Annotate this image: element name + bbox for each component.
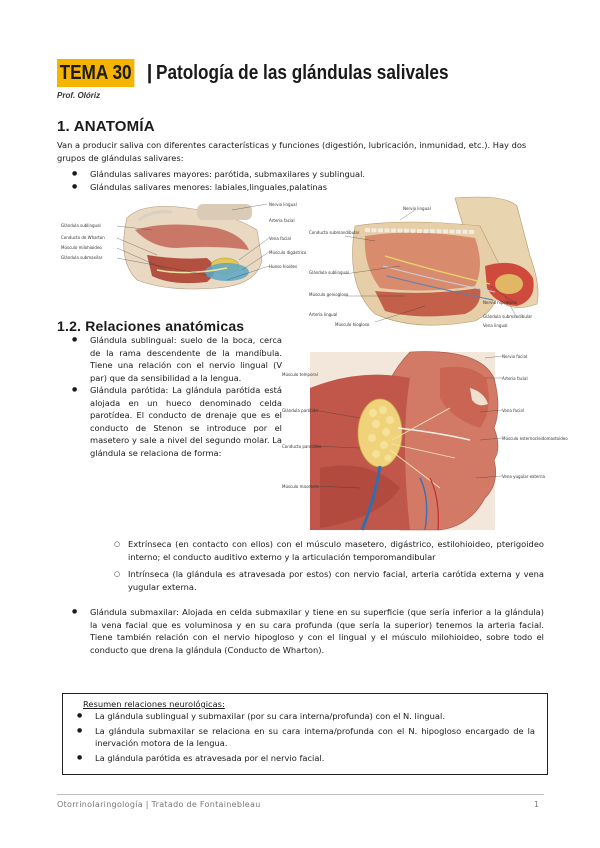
figure-mandible-dissection xyxy=(305,196,547,334)
footer-text: Otorrinolaringología | Tratado de Fontainebleau xyxy=(57,800,261,809)
fig2-label: Glándula sublingual xyxy=(309,270,349,275)
summary-item: ● La glándula parótida es atravesada por el nervio facial. xyxy=(77,752,535,765)
fig2-label: Músculo geniogloso xyxy=(309,292,349,297)
section-heading-relaciones: 1.2. Relaciones anatómicas xyxy=(57,318,245,334)
list-item-submaxilar: ● Glándula submaxilar: Alojada en celda submaxilar y tiene en su superficie (que sería inferior a la glándula) la vena facial que es voluminosa y en su cara profunda (que sería la superior) tenemos la arteria facial. Tiene también relación con el nervio hipogloso y con el lingual y el músculo milohioideo, sobre todo el conducto que drena la glándula (Conducto de Wharton). xyxy=(72,606,544,656)
figure-sagittal-floor-mouth xyxy=(57,200,307,292)
fig3-label: Músculo esternocleidomastoideo xyxy=(502,436,568,441)
fig2-label: Músculo hiogloso xyxy=(335,322,370,327)
title-separator: | xyxy=(146,61,153,84)
fig3-label: Vena facial xyxy=(502,408,524,413)
fig3-label: Músculo masetero xyxy=(282,484,319,489)
summary-item: ● La glándula submaxilar se relaciona en su cara interna/profunda con el N. hipogloso encargado de la inervación motora de la lengua. xyxy=(77,725,535,750)
fig3-label: Vena yugular externa xyxy=(502,474,545,479)
submaxilar-list xyxy=(72,606,544,656)
figure-parotid-head xyxy=(280,348,568,534)
summary-box xyxy=(62,693,548,775)
summary-item: ● La glándula sublingual y submaxilar (por su cara interna/profunda) con el N. lingual. xyxy=(77,710,535,723)
list-item-intrinseca: ○ Intrínseca (la glándula es atravesada por estos) con nervio facial, arteria carótida externa y vena yugular externa. xyxy=(114,568,544,593)
title-text: Patología de las glándulas salivales xyxy=(156,61,449,84)
fig1-label: Músculo digástrico xyxy=(269,250,307,255)
fig2-label: Vena lingual xyxy=(483,323,508,328)
list-item-parotida: ● Glándula parótida: La glándula parótida está alojada en un hueco denominado celda parotídea. El conducto de drenaje que es el conducto de Stenon se introduce por el masetero y sale a nivel del segundo molar. La glándula se relaciona de forma: xyxy=(72,384,282,459)
fig3-label: Nervio facial xyxy=(502,354,528,359)
intro-paragraph: Van a producir saliva con diferentes características y funciones (digestión, lubricación, inmunidad, etc.). Hay dos grupos de glándulas salivares: xyxy=(57,140,527,163)
gland-groups-list xyxy=(72,168,365,193)
list-item: ● Glándulas salivares menores: labiales,linguales,palatinas xyxy=(72,181,365,194)
fig2-label: Glándula submandibular xyxy=(483,314,533,319)
list-item-sublingual: ● Glándula sublingual: suelo de la boca, cerca de la rama descendente de la mandíbula. Tiene una relación con el nervio lingual (V par) que da sensibilidad a la lengua. xyxy=(72,334,282,384)
title-tag: TEMA 30 xyxy=(57,59,134,87)
summary-title: Resumen relaciones neurológicas: xyxy=(83,699,225,709)
author: Prof. Olóriz xyxy=(57,91,101,100)
fig3-label: Conducto parotídeo xyxy=(282,444,322,449)
list-item-extrinseca: ○ Extrínseca (en contacto con ellos) con el músculo masetero, digástrico, estilohioideo, pterigoideo interno; el conducto auditivo externo y la articulación temporomandibular xyxy=(114,538,544,563)
section-heading-anatomia: 1. ANATOMÍA xyxy=(57,118,155,135)
fig3-label: Glándula parótida xyxy=(282,408,318,413)
list-item: ● Glándulas salivares mayores: parótida, submaxilares y sublingual. xyxy=(72,168,365,181)
fig2-label: Conducto submandibular xyxy=(309,230,360,235)
fig1-label: Glándula sublingual xyxy=(61,223,101,228)
fig2-label: Nervio hipogloso xyxy=(483,300,517,305)
fig3-label: Músculo temporal xyxy=(282,372,318,377)
page-number: 1 xyxy=(534,800,540,809)
fig2-label: Nervio lingual xyxy=(403,206,431,211)
footer-divider xyxy=(57,794,544,795)
parotid-relations-list xyxy=(114,538,544,593)
fig1-label: Glándula submaxilar xyxy=(61,255,103,260)
relations-list xyxy=(72,334,282,459)
fig1-label: Nervio lingual xyxy=(269,202,297,207)
fig1-label: Vena facial xyxy=(269,236,291,241)
fig1-label: Músculo milohioideo xyxy=(61,245,102,250)
fig1-label: Conducto de Wharton xyxy=(61,235,105,240)
summary-list xyxy=(77,710,535,764)
fig2-label: Arteria lingual xyxy=(309,312,338,317)
fig1-label: Arteria facial xyxy=(269,218,295,223)
fig3-label: Arteria facial xyxy=(502,376,528,381)
fig1-label: Hueso hioides xyxy=(269,264,298,269)
page-title xyxy=(57,58,496,88)
